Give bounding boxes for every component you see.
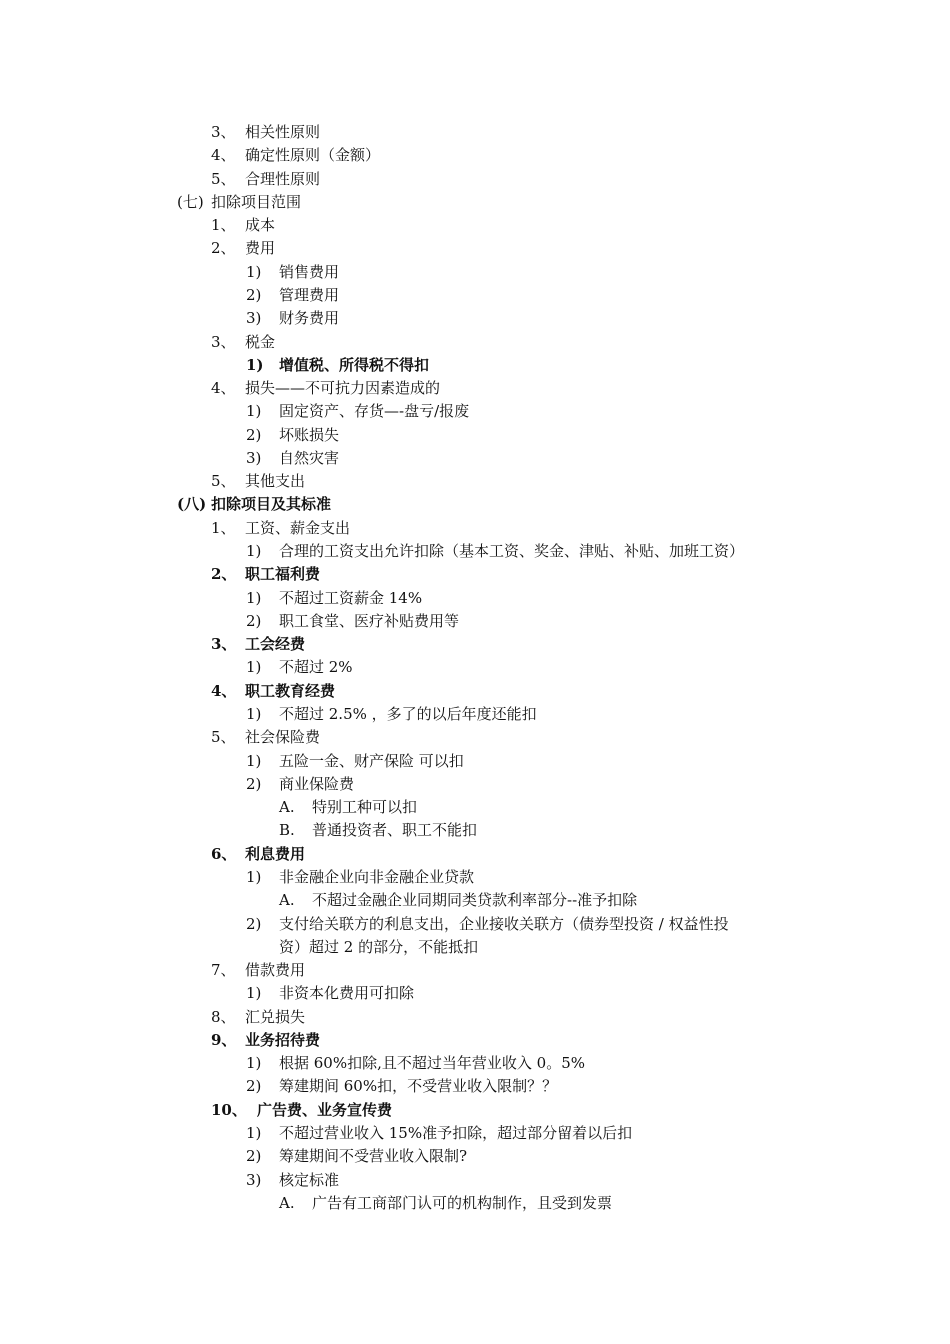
outline-text: 广告有工商部门认可的机构制作，且受到发票 — [312, 1193, 613, 1212]
outline-number: 7、 — [211, 961, 236, 980]
outline-number: 1) — [246, 705, 262, 723]
outline-text: 借款费用 — [245, 961, 306, 980]
outline-number: 1) — [246, 402, 262, 421]
outline-text: 根据 60%扣除,且不超过当年营业收入 0。5% — [279, 1054, 585, 1073]
outline-text: 扣除项目及其标准 — [211, 495, 332, 514]
outline-text: 职工教育经费 — [245, 681, 336, 700]
outline-number: 6、 — [211, 844, 237, 863]
outline-number: 1、 — [211, 216, 236, 235]
outline-number: A. — [279, 798, 295, 817]
outline-text: 职工食堂、医疗补贴费用等 — [279, 611, 460, 630]
outline-text: 筹建期间 60%扣，不受营业收入限制？？ — [279, 1077, 558, 1096]
outline-text: 筹建期间不受营业收入限制? — [279, 1147, 468, 1166]
outline-number: B. — [279, 821, 295, 840]
outline-text: 利息费用 — [245, 844, 306, 863]
outline-text: 相关性原则 — [245, 123, 321, 141]
outline-text: 销售费用 — [279, 262, 340, 281]
outline-number: 1) — [246, 1054, 262, 1073]
outline-number: 4、 — [211, 146, 236, 165]
outline-number: 9、 — [211, 1030, 237, 1049]
outline-text: 核定标准 — [279, 1170, 340, 1189]
outline-number: 1) — [246, 262, 262, 281]
outline-text: 特别工种可以扣 — [312, 798, 418, 817]
outline-number: 2) — [246, 425, 262, 444]
outline-number: 5、 — [211, 169, 236, 188]
outline-number: 2) — [246, 774, 262, 793]
outline-text: 商业保险费 — [279, 774, 355, 793]
outline-text: 普通投资者、职工不能扣 — [312, 821, 478, 840]
outline-number: 1) — [246, 984, 262, 1003]
outline-number: A. — [279, 1193, 295, 1212]
outline-number: 2) — [246, 1077, 262, 1096]
outline-number: 2) — [246, 1147, 262, 1166]
outline-number: 5、 — [211, 472, 236, 491]
outline-text: 不超过工资薪金 14% — [279, 588, 423, 607]
outline-text: 不超过营业收入 15%准予扣除，超过部分留着以后扣 — [279, 1124, 633, 1143]
outline-text: 税金 — [245, 332, 276, 351]
outline-number: 1) — [246, 355, 264, 374]
outline-text: 损失——不可抗力因素造成的 — [245, 379, 441, 398]
outline-number: 1) — [246, 588, 262, 607]
outline-number: 3) — [246, 448, 262, 467]
outline-text: 非金融企业向非金融企业贷款 — [279, 867, 475, 886]
outline-number: 1) — [246, 658, 262, 677]
outline-number: 1) — [246, 867, 262, 886]
outline-text: 不超过金融企业同期同类贷款利率部分--准予扣除 — [312, 891, 638, 910]
outline-text: 扣除项目范围 — [211, 192, 302, 211]
outline-number: 3、 — [211, 635, 237, 654]
outline-text: 管理费用 — [279, 285, 340, 304]
outline-number: 10、 — [211, 1100, 247, 1119]
outline-text: 费用 — [245, 239, 276, 258]
outline-text: 社会保险费 — [245, 728, 321, 747]
outline-text: 不超过 2% — [279, 658, 353, 677]
outline-number: 1) — [246, 1124, 262, 1143]
outline-number: 3) — [246, 309, 262, 328]
outline-number: 2、 — [211, 565, 237, 584]
outline-text: 财务费用 — [279, 309, 340, 328]
outline-number: 2) — [246, 611, 262, 630]
outline-number: 1) — [246, 542, 262, 561]
outline-number: 2) — [246, 285, 262, 304]
outline-number: A. — [279, 891, 295, 910]
outline-number: 8、 — [211, 1007, 236, 1026]
outline-number: 3、 — [211, 123, 236, 141]
outline-text: 业务招待费 — [245, 1030, 321, 1049]
outline-number: 4、 — [211, 681, 237, 700]
outline-text: 成本 — [245, 216, 276, 235]
outline-text: 不超过 2.5% ，多了的以后年度还能扣 — [279, 705, 537, 723]
outline-number: 1) — [246, 751, 262, 770]
outline-text: 自然灾害 — [279, 448, 340, 467]
outline-text: 支付给关联方的利息支出，企业接收关联方（债券型投资 / 权益性投 — [279, 914, 729, 933]
outline-number: 1、 — [211, 518, 236, 537]
outline-text: 其他支出 — [245, 472, 306, 491]
outline-number: 2) — [246, 914, 262, 933]
outline-number: 3) — [246, 1170, 262, 1189]
outline-number: 3、 — [211, 332, 236, 351]
outline-text: 坏账损失 — [279, 425, 340, 444]
outline-text: 工资、薪金支出 — [245, 518, 351, 537]
outline-text: 工会经费 — [245, 635, 306, 654]
outline-text: 合理性原则 — [245, 169, 321, 188]
outline-text: 资）超过 2 的部分，不能抵扣 — [279, 937, 479, 956]
outline-text: 确定性原则（金额） — [245, 146, 381, 165]
outline-number: 2、 — [211, 239, 236, 258]
outline-number: 5、 — [211, 728, 236, 747]
outline-number: 4、 — [211, 379, 236, 398]
outline-text: 汇兑损失 — [245, 1007, 306, 1026]
outline-text: 广告费、业务宣传费 — [257, 1100, 393, 1119]
outline-number: (七) — [177, 192, 204, 211]
outline-text: 增值税、所得税不得扣 — [279, 355, 430, 374]
outline-text: 职工福利费 — [245, 565, 321, 584]
outline-text: 五险一金、财产保险 可以扣 — [279, 751, 464, 770]
outline-text: 固定资产、存货—-盘亏/报废 — [279, 402, 470, 421]
outline-text: 非资本化费用可扣除 — [279, 984, 415, 1003]
outline-number: (八) — [177, 495, 207, 514]
outline-text: 合理的工资支出允许扣除（基本工资、奖金、津贴、补贴、加班工资） — [279, 542, 745, 561]
